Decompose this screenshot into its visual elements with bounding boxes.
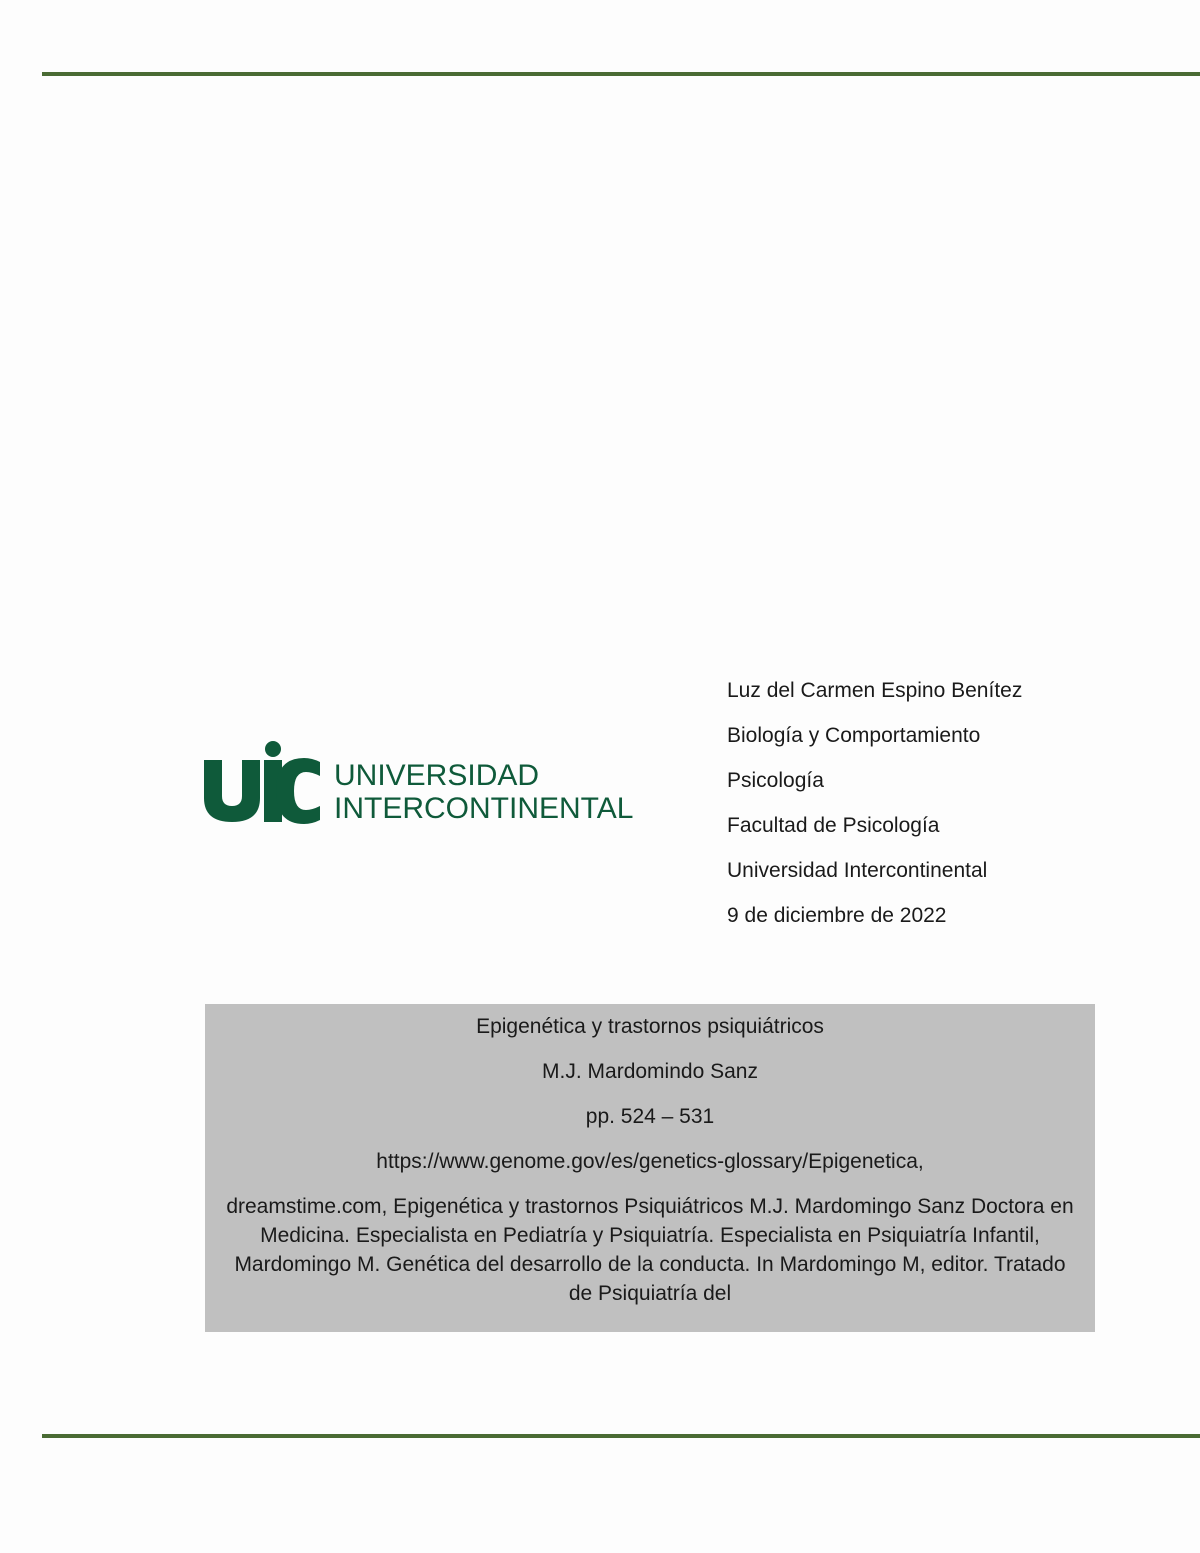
career-name: Psicología [727, 769, 824, 792]
university-logo [200, 738, 670, 838]
submission-date: 9 de diciembre de 2022 [727, 904, 947, 927]
logo-line-2: INTERCONTINENTAL [334, 792, 634, 825]
reference-url: https://www.genome.gov/es/genetics-glossary/Epigenetica, [376, 1150, 924, 1173]
logo-letter-u [204, 760, 260, 822]
reference-title: Epigenética y trastornos psiquiátricos [476, 1015, 824, 1038]
author-name: Luz del Carmen Espino Benítez [727, 679, 1023, 702]
faculty-name: Facultad de Psicología [727, 814, 940, 837]
university-name: Universidad Intercontinental [727, 859, 988, 882]
logo-letter-i-dot [265, 741, 281, 757]
reference-author: M.J. Mardomindo Sanz [542, 1060, 758, 1083]
logo-letter-c [276, 758, 320, 824]
reference-citation: dreamstime.com, Epigenética y trastornos Psiquiátricos M.J. Mardomingo Sanz Doctora en Medicina. Especialista en Pediatría y Psiquiatría. Especialista en Psiquiatría Infantil, Mardomingo M. Genética del desarrollo de la conducta. In Mardomingo M, editor. Tratado de Psiquiatría del [226, 1195, 1074, 1305]
logo-line-1: UNIVERSIDAD [334, 759, 540, 792]
course-name: Biología y Comportamiento [727, 724, 981, 747]
reference-box [205, 1004, 1095, 1332]
bottom-divider [42, 1434, 1200, 1438]
reference-pages: pp. 524 – 531 [585, 1105, 715, 1128]
top-divider [42, 72, 1200, 76]
cover-info [727, 668, 1187, 938]
